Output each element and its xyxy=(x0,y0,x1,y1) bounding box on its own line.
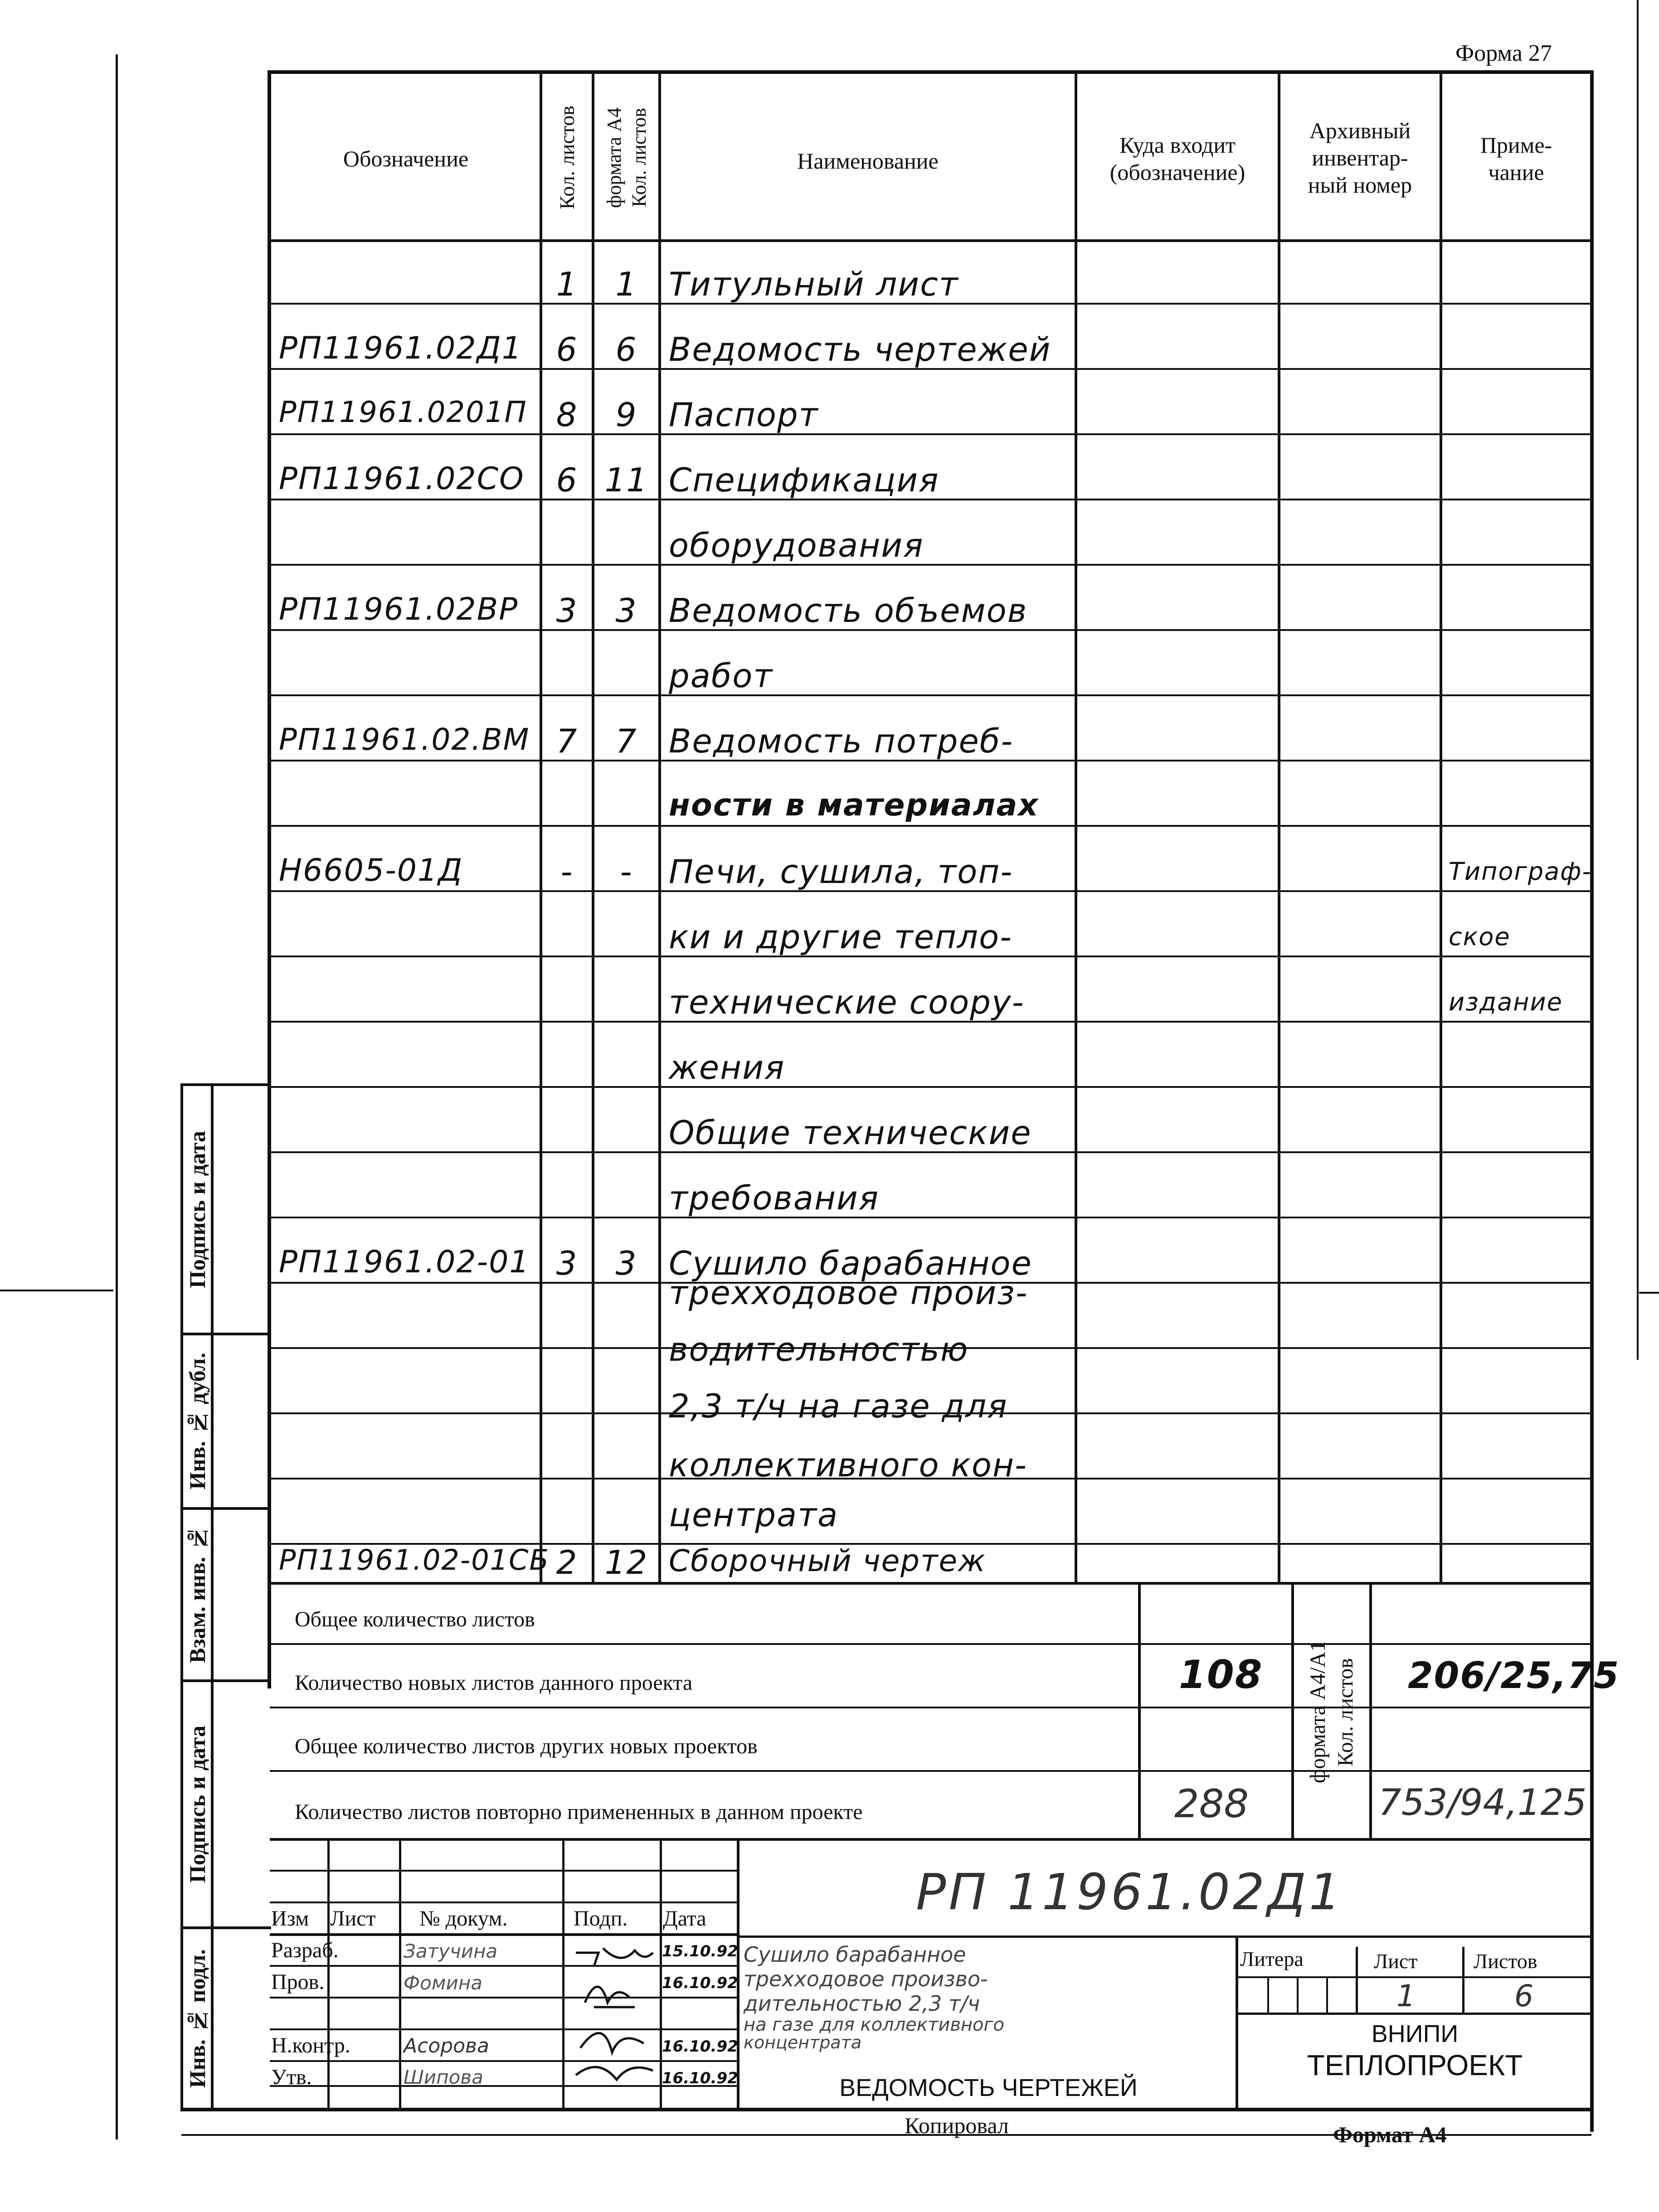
stamp-sign-date-top: Подпись и дата xyxy=(184,1130,210,1288)
col-doc: № докум. xyxy=(419,1906,508,1931)
row-a4: 11 xyxy=(604,461,648,499)
org-name: ВНИПИ ТЕПЛОПРОЕКТ xyxy=(1307,2020,1523,2081)
row-a4: 3 xyxy=(615,1244,637,1282)
listov-label: Листов xyxy=(1474,1950,1537,1973)
list-label: Лист xyxy=(1374,1950,1418,1973)
stamp-inv-dup: Инв. № дубл. xyxy=(184,1353,210,1490)
row-name: Сушило барабанное xyxy=(669,1244,1032,1282)
row-name: Общие технические xyxy=(669,1114,1032,1152)
a4-new-value: 206/25,75 xyxy=(1408,1654,1620,1697)
row-a4: - xyxy=(620,853,633,891)
row-name: водительностью xyxy=(669,1330,969,1368)
row-sheets: 1 xyxy=(556,265,578,303)
row-designation: РП11961.02Д1 xyxy=(279,330,522,366)
row-name: Печи, сушила, топ- xyxy=(669,853,1013,891)
row-name: Сборочный чертеж xyxy=(669,1543,986,1578)
row-name: Паспорт xyxy=(669,396,819,434)
row-name: Спецификация xyxy=(669,461,939,499)
row-name: трехходовое произ- xyxy=(669,1274,1028,1312)
row-a4: 9 xyxy=(615,396,637,434)
row-name: Ведомость объемов xyxy=(669,592,1028,630)
stamp-inv-orig: Инв. № подл. xyxy=(184,1949,210,2088)
row-designation: РП11961.02-01 xyxy=(279,1244,530,1280)
row-designation: РП11961.02ВР xyxy=(279,592,519,627)
header-a4-count: формата А4 Кол. листов xyxy=(603,107,650,208)
a4-reused-value: 753/94,125 xyxy=(1378,1781,1587,1824)
row-a4: 12 xyxy=(604,1543,648,1581)
stamp-sign-date-bottom: Подпись и дата xyxy=(184,1726,210,1883)
row-name: требования xyxy=(669,1179,880,1217)
name-utv: Шипова xyxy=(404,2066,483,2088)
doc-code: РП 11961.02Д1 xyxy=(916,1863,1343,1921)
row-a4: 6 xyxy=(615,330,637,369)
row-sheets: 7 xyxy=(556,722,578,760)
row-sheets: 6 xyxy=(556,461,578,499)
stamp-replace-inv: Взам. инв. № xyxy=(184,1526,210,1664)
row-name: ности в материалах xyxy=(669,787,1039,823)
new-sheets-value: 108 xyxy=(1179,1652,1263,1698)
row-designation: РП11961.02СО xyxy=(279,461,525,497)
col-date: Дата xyxy=(663,1906,706,1931)
row-sheets: 8 xyxy=(556,396,578,434)
row-name: оборудования xyxy=(669,526,924,564)
total-sheets-label: Общее количество листов xyxy=(295,1607,535,1631)
row-designation: Н6605-01Д xyxy=(279,853,463,888)
new-sheets-label: Количество новых листов данного проекта xyxy=(295,1671,693,1695)
list-value: 1 xyxy=(1396,1979,1416,2013)
date-prov: 16.10.92 xyxy=(662,1974,738,1992)
row-sheets: 6 xyxy=(556,330,578,369)
name-razrab: Затучина xyxy=(404,1940,498,1962)
row-name: технические соору- xyxy=(669,983,1025,1021)
product-name: Сушило барабанное трехходовое произво- дительностью 2,3 т/ч на газе для коллективного концентрата xyxy=(744,1942,1005,2052)
signature-icon xyxy=(567,1939,657,2084)
name-prov: Фомина xyxy=(404,1972,483,1994)
row-note: Типограф- xyxy=(1449,857,1592,886)
row-a4: 1 xyxy=(615,265,637,303)
row-a4: 3 xyxy=(615,592,637,630)
row-note: издание xyxy=(1449,988,1563,1016)
header-designation: Обозначение xyxy=(343,146,469,171)
role-utv: Утв. xyxy=(271,2065,312,2089)
role-razrab: Разраб. xyxy=(271,1938,339,1962)
header-name: Наименование xyxy=(797,148,939,174)
a4-a1-label: формата А4/А1 Кол. листов xyxy=(1306,1641,1357,1784)
date-nkontr: 16.10.92 xyxy=(662,2037,738,2056)
row-sheets: 3 xyxy=(556,592,578,630)
header-sheet-count: Кол. листов xyxy=(555,106,579,209)
form-label: Форма 27 xyxy=(1455,40,1552,66)
other-projects-label: Общее количество листов других новых проектов xyxy=(295,1734,758,1758)
row-name: 2,3 т/ч на газе для xyxy=(669,1387,1008,1425)
row-sheets: 3 xyxy=(556,1244,578,1282)
row-name: центрата xyxy=(669,1496,839,1534)
col-izm: Изм xyxy=(271,1906,309,1931)
col-sign: Подп. xyxy=(574,1906,628,1931)
listov-value: 6 xyxy=(1514,1979,1533,2013)
format-label: Формат А4 xyxy=(1333,2122,1447,2147)
row-name: ки и другие тепло- xyxy=(669,918,1013,956)
litera-label: Литера xyxy=(1240,1947,1304,1970)
reused-sheets-value: 288 xyxy=(1174,1781,1249,1827)
row-name: жения xyxy=(669,1048,785,1087)
row-note: ское xyxy=(1449,922,1511,951)
row-name: Титульный лист xyxy=(669,265,959,303)
date-razrab: 15.10.92 xyxy=(662,1942,738,1960)
role-nkontr: Н.контр. xyxy=(271,2033,350,2057)
row-name: Ведомость потреб- xyxy=(669,722,1014,760)
row-a4: 7 xyxy=(615,722,637,760)
name-nkontr: Асорова xyxy=(404,2034,489,2057)
row-designation: РП11961.02-01СБ xyxy=(279,1543,550,1577)
row-sheets: - xyxy=(560,853,574,891)
row-designation: РП11961.0201П xyxy=(279,396,527,429)
role-prov: Пров. xyxy=(271,1970,325,1994)
header-note: Приме- чание xyxy=(1480,132,1552,185)
header-archive: Архивный инвентар- ный номер xyxy=(1308,118,1412,198)
copied-label: Копировал xyxy=(905,2113,1009,2138)
sheet-title: ВЕДОМОСТЬ ЧЕРТЕЖЕЙ xyxy=(839,2074,1138,2101)
row-sheets: 2 xyxy=(556,1543,578,1581)
col-list: Лист xyxy=(330,1906,376,1931)
row-name: коллективного кон- xyxy=(669,1446,1028,1484)
row-designation: РП11961.02.ВМ xyxy=(279,722,530,757)
row-name: работ xyxy=(669,657,774,695)
row-name: Ведомость чертежей xyxy=(669,330,1051,369)
reused-sheets-label: Количество листов повторно примененных в данном проекте xyxy=(295,1800,863,1824)
date-utv: 16.10.92 xyxy=(662,2069,738,2087)
header-where-used: Куда входит (обозначение) xyxy=(1109,132,1245,185)
